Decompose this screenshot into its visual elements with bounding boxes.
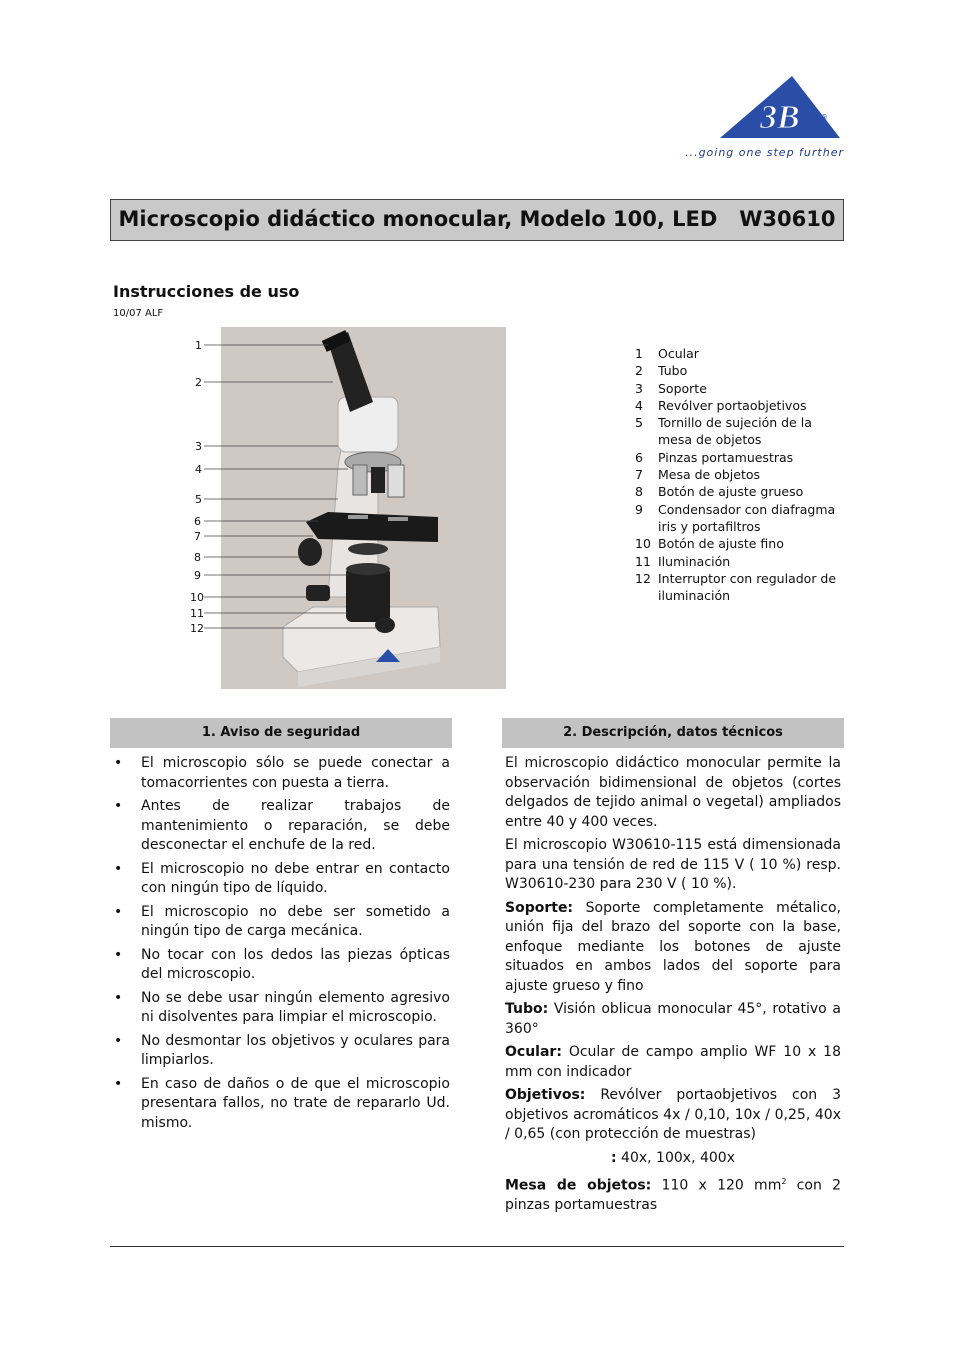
list-item: • No se debe usar ningún elemento agresivo ni disolventes para limpiar el microscopio. [114, 989, 450, 1025]
legend-item: 4 Revólver portaobjetivos [635, 397, 807, 413]
logo-text: 3B [760, 99, 800, 136]
intro-paragraph: El microscopio didáctico monocular permite la observación bidimensional de objetos (cortes delgados de tejido animal o vegetal) ampliados entre 40 y 400 veces. [505, 755, 841, 830]
logo-tagline: ...going one step further [685, 146, 844, 159]
callout-11: 11 [190, 607, 204, 620]
list-item: • El microscopio no debe entrar en contacto con ningún tipo de líquido. [114, 860, 450, 896]
legend-item: 10 Botón de ajuste fino [635, 536, 784, 552]
list-item: • No desmontar los objetivos y oculares para limpiarlos. [114, 1032, 450, 1068]
spec-objetivos: Objetivos: Revólver portaobjetivos con 3 objetivos acromáticos 4x / 0,10, 10x / 0,25, 40x / 0,65 (con protección de muestras) [505, 1087, 841, 1142]
registered-mark: ® [820, 113, 828, 122]
legend-item: 1 Ocular [635, 346, 699, 361]
spec-tubo: Tubo: Visión oblicua monocular 45°, rotativo a 360° [505, 1001, 841, 1037]
legend-item: 6 Pinzas portamuestras [635, 449, 794, 465]
title-bar [110, 199, 844, 241]
legend-item: 2 Tubo [635, 363, 688, 379]
list-item: • El microscopio sólo se puede conectar a tomacorrientes con puesta a tierra. [114, 755, 450, 791]
spec-ocular: Ocular: Ocular de campo amplio WF 10 x 18 mm con indicador [505, 1044, 841, 1080]
list-item: • El microscopio no debe ser sometido a ningún tipo de carga mecánica. [114, 903, 450, 939]
callout-12: 12 [190, 622, 204, 635]
callout-1: 1 [195, 339, 202, 352]
callout-9: 9 [194, 569, 201, 582]
voltage-paragraph: El microscopio W30610-115 está dimensionada para una tensión de red de 115 V ( 10 %) resp. W30610-230 para 230 V ( 10 %). [505, 837, 841, 892]
callout-3: 3 [195, 440, 202, 453]
description-body [505, 754, 841, 1220]
date-code: 10/07 ALF [113, 308, 164, 319]
microscope-photo [188, 327, 506, 689]
callout-4: 4 [195, 463, 202, 476]
list-item: • Antes de realizar trabajos de mantenimiento o reparación, se debe desconectar el enchufe de la red. [114, 798, 450, 853]
callout-6: 6 [194, 515, 201, 528]
spec-mesa: Mesa de objetos: 110 x 120 $mm^2$ con 2 pinzas portamuestras [505, 1177, 841, 1214]
legend-item: 11 Iluminación [635, 553, 731, 569]
callout-10: 10 [190, 591, 204, 604]
legend-item: 12 Interruptor con regulador de iluminación [635, 570, 837, 604]
parts-legend [635, 345, 845, 604]
legend-item: 5 Tornillo de sujeción de la mesa de objetos [635, 415, 812, 448]
page-title: Microscopio didáctico monocular, Modelo 100, LED W30610 [118, 207, 836, 231]
legend-item: 8 Botón de ajuste grueso [635, 484, 804, 500]
callout-8: 8 [194, 551, 201, 564]
spec-aumentos: : 40x, 100x, 400x [611, 1149, 735, 1166]
list-item: • No tocar con los dedos las piezas ópticas del microscopio. [114, 946, 450, 982]
section-heading-description: 2. Descripción, datos técnicos [502, 718, 844, 748]
legend-item: 9 Condensador con diafragma iris y portafiltros [635, 501, 836, 534]
document-subtitle: Instrucciones de uso [113, 282, 300, 301]
spec-soporte: Soporte: Soporte completamente métalico, unión fija del brazo del soporte con la base, enfoque mediante los botones de ajuste situados en ambos lados del soporte para ajuste grueso y fino [505, 899, 841, 994]
list-item: • En caso de daños o de que el microscopio presentara fallos, no trate de repararlo Ud. mismo. [114, 1075, 450, 1131]
callout-7: 7 [194, 530, 201, 543]
legend-item: 7 Mesa de objetos [635, 467, 761, 483]
callout-2: 2 [195, 376, 202, 389]
section-heading-safety: 1. Aviso de seguridad [110, 718, 452, 748]
footer-rule [110, 1246, 844, 1247]
legend-item: 3 Soporte [635, 380, 707, 396]
microscope-figure [188, 327, 506, 689]
safety-list [110, 754, 450, 1137]
callout-5: 5 [195, 493, 202, 506]
